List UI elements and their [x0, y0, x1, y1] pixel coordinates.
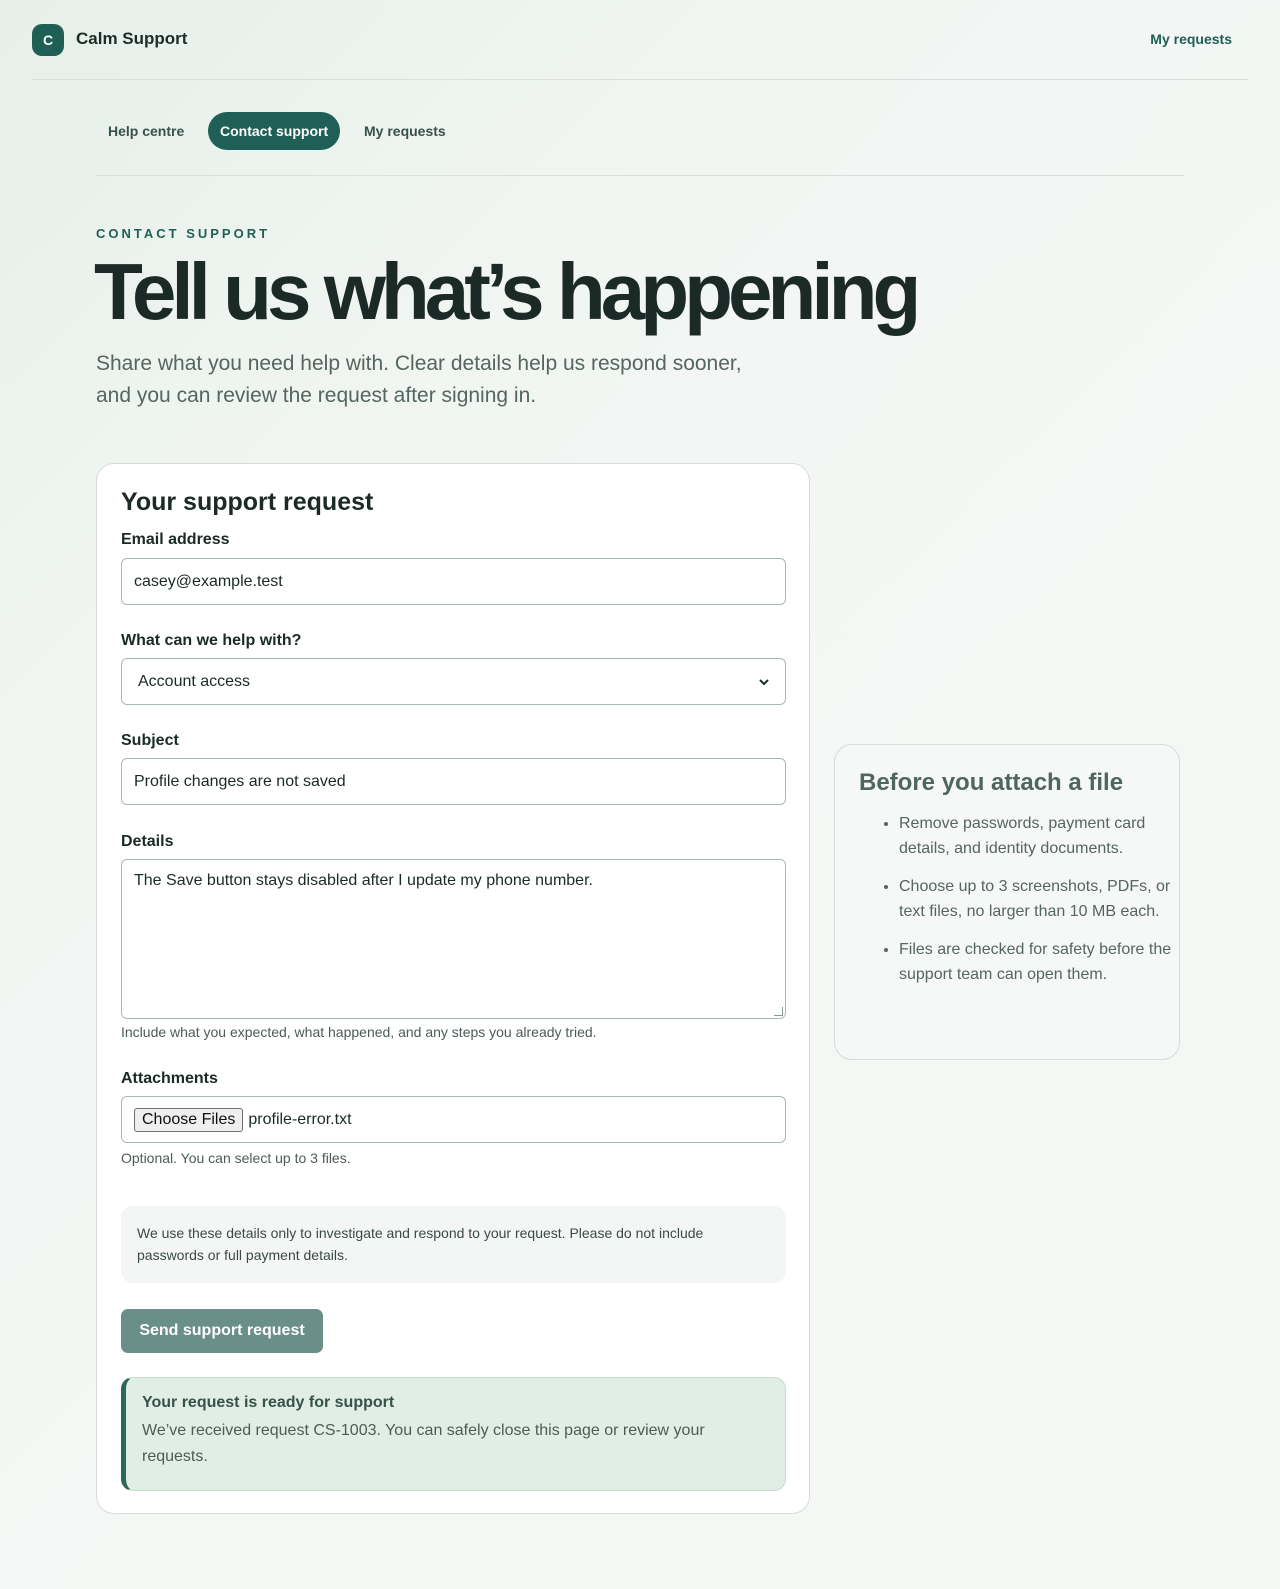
page-title: Tell us what’s happening [94, 247, 917, 336]
brand-name[interactable]: Calm Support [76, 29, 188, 48]
subject-value: Profile changes are not saved [134, 772, 346, 790]
my-requests-link[interactable]: My requests [1150, 31, 1232, 47]
form-title: Your support request [121, 488, 374, 516]
privacy-notice: We use these details only to investigate and respond to your request. Please do not include passwords or full payment details. [121, 1206, 786, 1283]
tab-my-requests[interactable]: My requests [364, 123, 446, 139]
email-label: Email address [121, 531, 230, 548]
topic-label: What can we help with? [121, 632, 302, 649]
attachment-guidance-panel [834, 744, 1180, 1060]
details-hint: Include what you expected, what happened, and any steps you already tried. [121, 1024, 597, 1040]
guidance-title: Before you attach a file [859, 769, 1124, 796]
send-request-button[interactable]: Send support request [121, 1309, 323, 1353]
list-item: • Choose up to 3 screenshots, PDFs, or text files, no larger than 10 MB each. [899, 874, 1179, 924]
selected-file-name: profile-error.txt [248, 1110, 352, 1128]
attachments-label: Attachments [121, 1070, 218, 1087]
topic-value: Account access [138, 672, 251, 690]
topic-select[interactable] [121, 658, 786, 705]
subject-label: Subject [121, 732, 179, 749]
email-field[interactable] [121, 558, 786, 605]
top-bar [32, 0, 1248, 80]
chevron-down-icon [759, 675, 769, 689]
support-request-form [96, 463, 810, 1514]
details-textarea[interactable] [121, 859, 786, 1019]
list-item: • Files are checked for safety before the support team can open them. [899, 937, 1179, 987]
page-description: Share what you need help with. Clear details help us respond sooner, and you can review the request after signing in. [96, 352, 742, 407]
guidance-list [859, 811, 1179, 1000]
sub-navigation [96, 96, 1184, 176]
details-value: The Save button stays disabled after I update my phone number. [134, 872, 593, 889]
details-label: Details [121, 833, 174, 850]
resize-handle-icon[interactable] [774, 1007, 783, 1016]
success-message [121, 1377, 786, 1491]
brand-logo[interactable]: C [32, 24, 64, 56]
subject-field[interactable] [121, 758, 786, 805]
email-value: casey@example.test [134, 572, 283, 590]
tab-help-centre[interactable]: Help centre [108, 123, 185, 139]
success-body: We’ve received request CS-1003. You can safely close this page or review your requests. [142, 1422, 705, 1465]
success-title: Your request is ready for support [142, 1394, 395, 1411]
attachments-input[interactable] [121, 1096, 786, 1143]
choose-files-button[interactable]: Choose Files [134, 1108, 243, 1132]
list-item: • Remove passwords, payment card details, and identity documents. [899, 811, 1179, 861]
tab-contact-support[interactable]: Contact support [208, 112, 340, 150]
page-eyebrow: CONTACT SUPPORT [96, 226, 271, 241]
attachments-hint: Optional. You can select up to 3 files. [121, 1150, 351, 1166]
